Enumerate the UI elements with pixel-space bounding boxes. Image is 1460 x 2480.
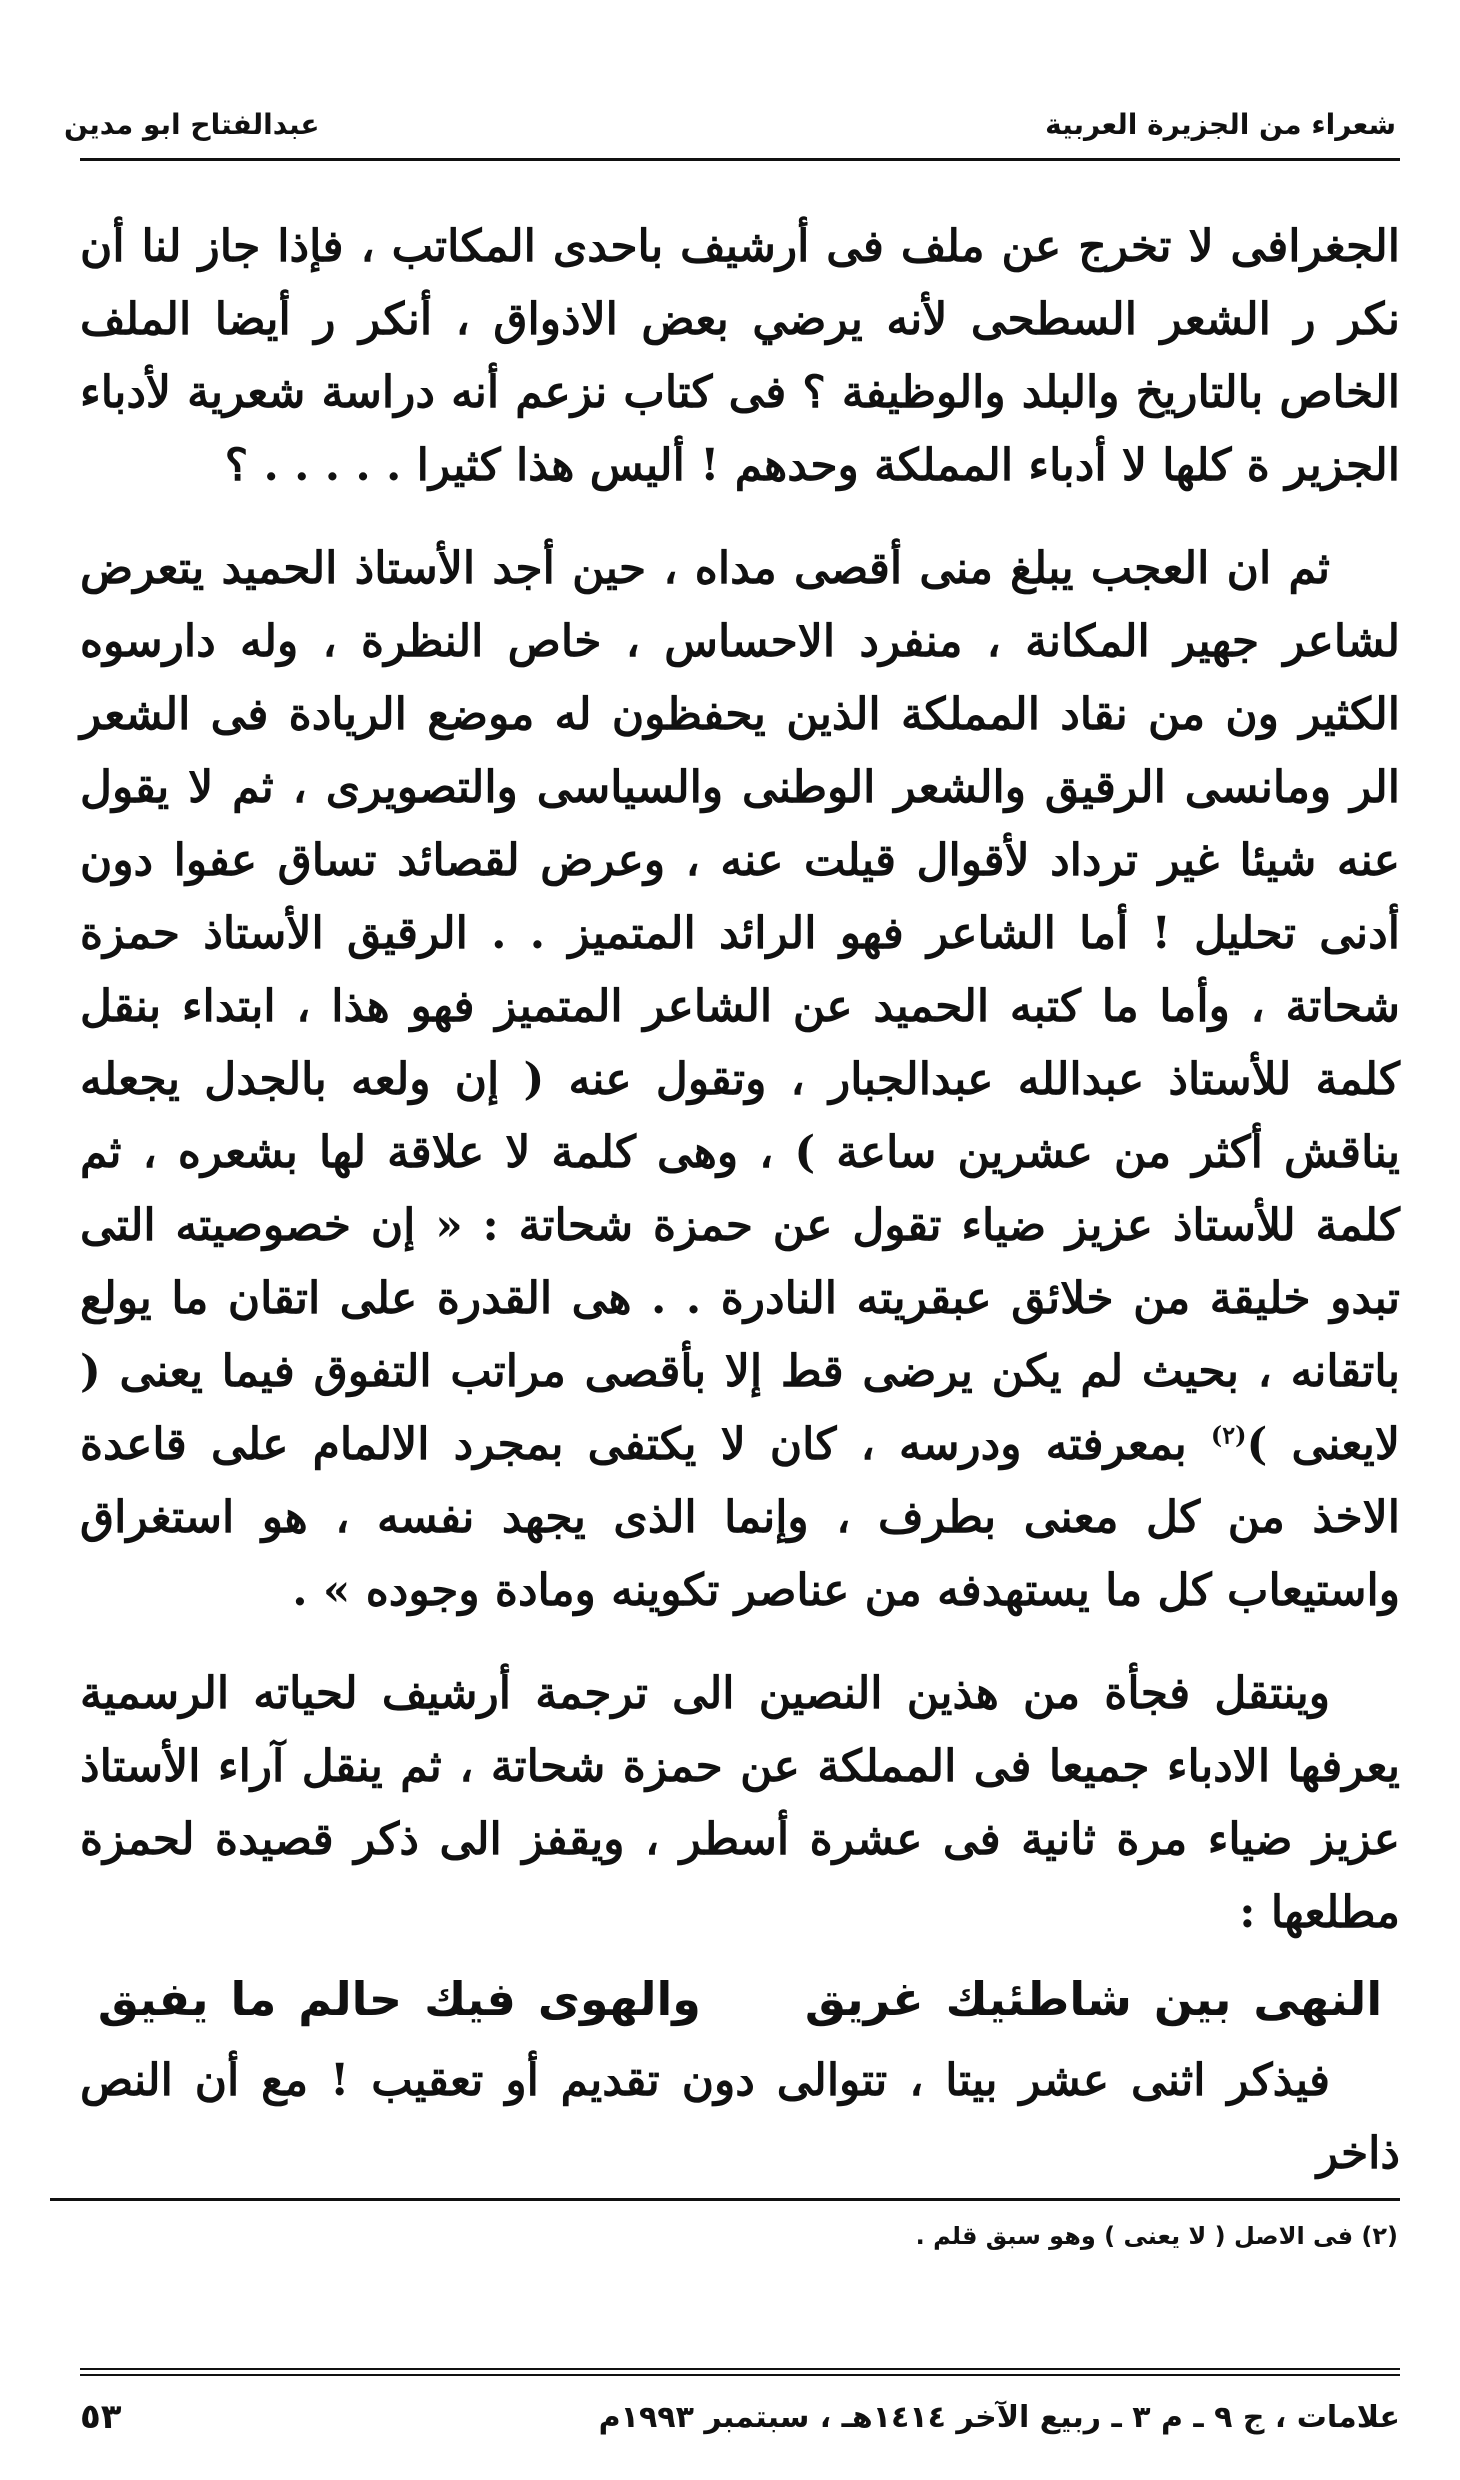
book-title: شعراء من الجزيرة العربية <box>1045 107 1396 141</box>
verse-second-hemistich: والهوى فيك حالم ما يفيق <box>97 1972 701 2026</box>
header-rule <box>80 158 1400 161</box>
paragraph-2-part-b: بمعرفته ودرسه ، كان لا يكتفى بمجرد الالمام على قاعدة الاخذ من كل معنى بطرف ، وإنما الذى يجهد نفسه ، هو استغراق واستيعاب كل ما يستهدفه من عناصر تكوينه ومادة وجوده » . <box>80 1419 1400 1616</box>
body-text <box>80 210 1400 2190</box>
poem-verse <box>80 1963 1400 2036</box>
verse-first-hemistich: النهى بين شاطئيك غريق <box>804 1972 1383 2026</box>
paragraph-2 <box>80 532 1400 1627</box>
paragraph-2-part-a: ثم ان العجب يبلغ منى أقصى مداه ، حين أجد الأستاذ الحميد يتعرض لشاعر جهير المكانة ، منفرد الاحساس ، خاص النظرة ، وله دارسوه الكثير ون من نقاد المملكة الذين يحفظون له موضع الريادة فى الشعر الر ومانسى الرقيق والشعر الوطنى والسياسى والتصويرى ، ثم لا يقول عنه شيئا غير ترداد لأقوال قيلت عنه ، وعرض لقصائد تساق عفوا دون أدنى تحليل ! أما الشاعر فهو الرائد المتميز . . الرقيق الأستاذ حمزة شحاتة ، وأما ما كتبه الحميد عن الشاعر المتميز فهو هذا ، ابتداء بنقل كلمة للأستاذ عبدالله عبدالجبار ، وتقول عنه ( إن ولعه بالجدل يجعله يناقش أكثر من عشرين ساعة ) ، وهى كلمة لا علاقة لها بشعره ، ثم كلمة للأستاذ عزيز ضياء تقول عن حمزة شحاتة : « إن خصوصيته التى تبدو خليقة من خلائق عبقريته النادرة . . هى القدرة على اتقان ما يولع باتقانه ، بحيث لم يكن يرضى قط إلا بأقصى مراتب التفوق فيما يعنى ( لايعنى ) <box>80 543 1400 1470</box>
footer-rules <box>80 2368 1400 2378</box>
page-number: ٥٣ <box>80 2397 122 2437</box>
footnote-reference: (٢) <box>1210 1420 1247 1450</box>
author-name: عبدالفتاح ابو مدين <box>64 107 320 141</box>
journal-citation: علامات ، ج ٩ ـ م ٣ ـ ربيع الآخر ١٤١٤هـ ، سبتمبر ١٩٩٣م <box>598 2399 1400 2435</box>
page-footer <box>80 2392 1400 2442</box>
paragraph-1: الجغرافى لا تخرج عن ملف فى أرشيف باحدى المكاتب ، فإذا جاز لنا أن نكر ر الشعر السطحى لأنه يرضي بعض الاذواق ، أنكر ر أيضا الملف الخاص بالتاريخ والبلد والوظيفة ؟ فى كتاب نزعم أنه دراسة شعرية لأدباء الجزير ة كلها لا أدباء المملكة وحدهم ! أليس هذا كثيرا . . . . . ؟ <box>80 221 1400 491</box>
footer-rule-bottom <box>80 2374 1400 2376</box>
paragraph-4: فيذكر اثنى عشر بيتا ، تتوالى دون تقديم أو تعقيب ! مع أن النص ذاخر <box>80 2055 1400 2179</box>
footnote: (٢) فى الاصل ( لا يعنى ) وهو سبق قلم . <box>915 2222 1398 2250</box>
footer-rule-top <box>80 2368 1400 2370</box>
running-head <box>64 100 1396 148</box>
footnote-rule <box>50 2198 1400 2201</box>
paragraph-3: وينتقل فجأة من هذين النصين الى ترجمة أرشيف لحياته الرسمية يعرفها الادباء جميعا فى المملكة عن حمزة شحاتة ، ثم ينقل آراء الأستاذ عزيز ضياء مرة ثانية فى عشرة أسطر ، ويقفز الى ذكر قصيدة لحمزة مطلعها : <box>80 1668 1400 1938</box>
